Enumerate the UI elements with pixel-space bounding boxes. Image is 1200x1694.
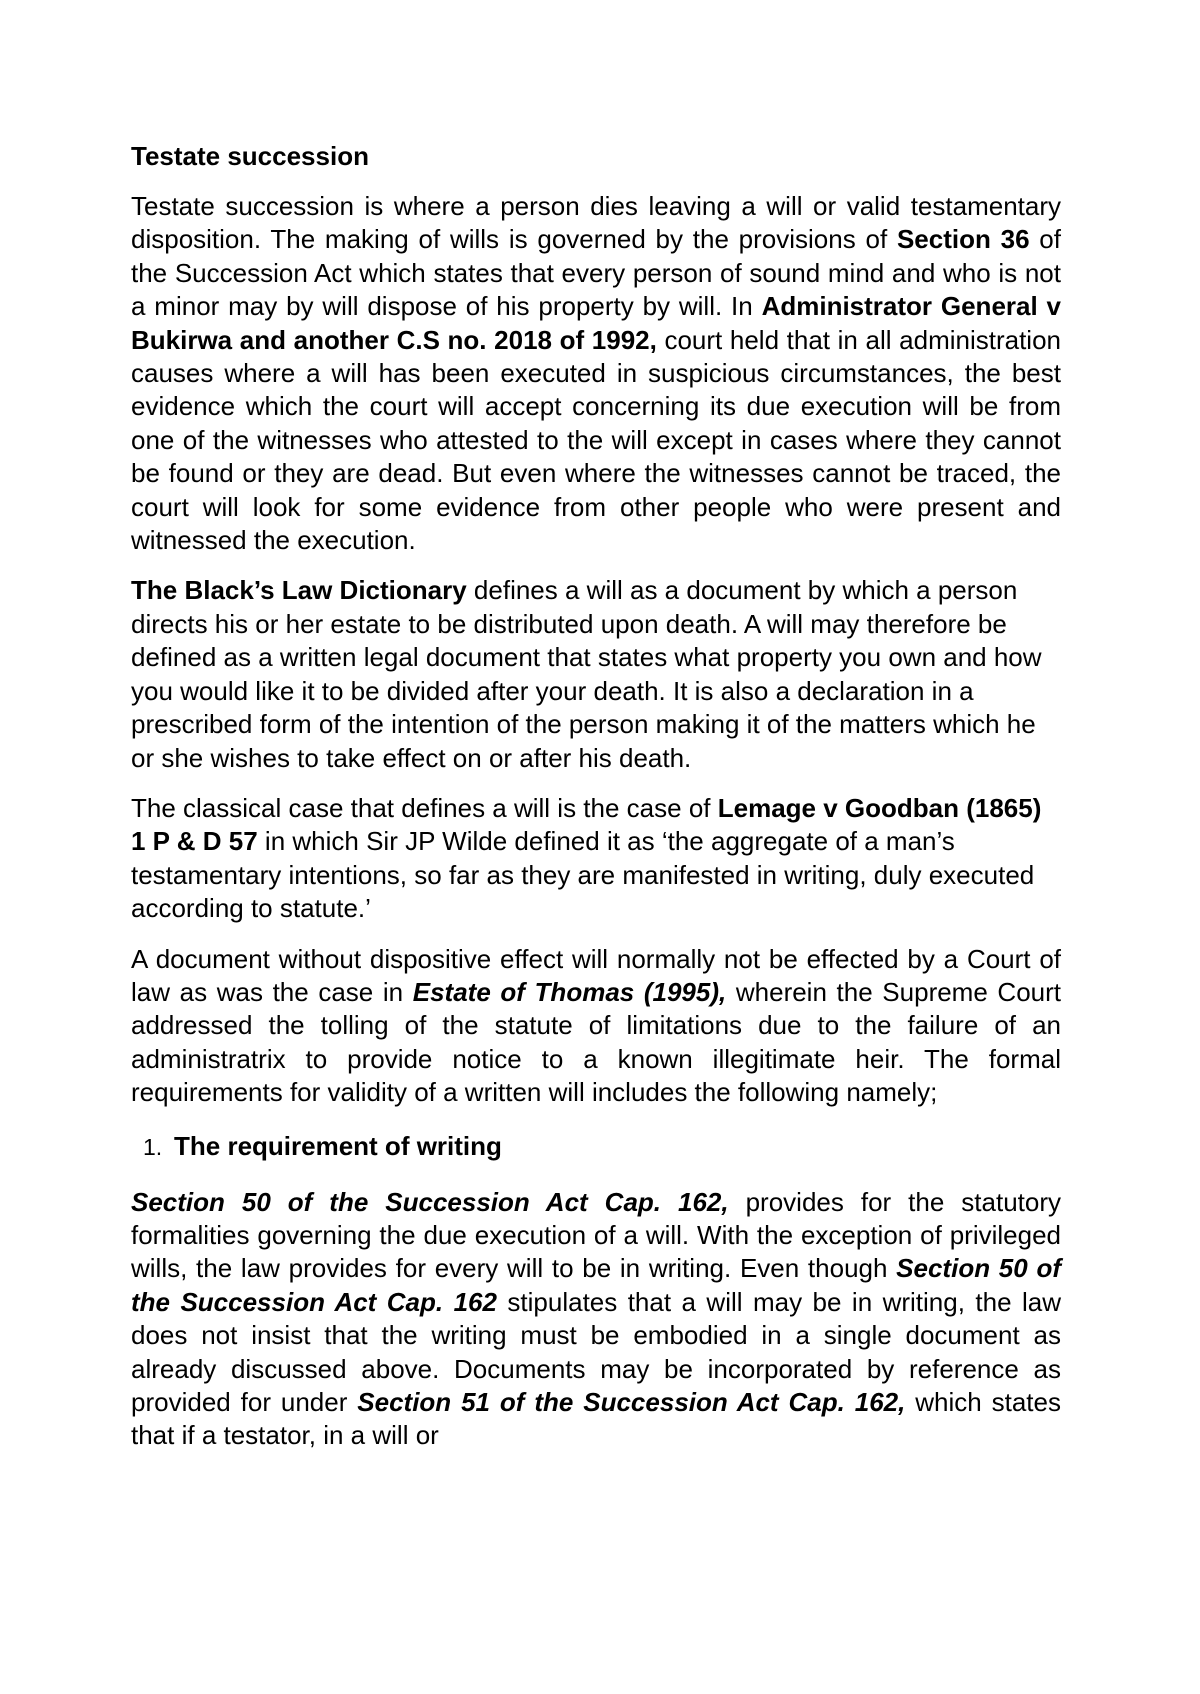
text-run: wherein the Supreme Court addressed the tolling of the statute of limitations due to the failure of an administratrix to provide notice to a known illegitimate heir. The formal requirements for validity of a written will includes the following namely; <box>131 976 1062 1108</box>
text-run: Testate succession is where a person dies leaving a will or valid testamentary disposition. The making of wills is governed by the provisions of <box>131 191 1061 255</box>
document-page <box>131 140 1061 1470</box>
text-run: provides for the statutory formalities governing the due execution of a will. With the exception of privileged wills, the law provides for every will to be in writing. Even though <box>131 1186 1061 1284</box>
paragraph-dispositive-effect <box>131 943 1061 1110</box>
case-citation: Estate of Thomas (1995), <box>412 976 727 1007</box>
paragraph-testate-definition <box>131 190 1061 557</box>
case-citation: Lemage v Goodban (1865) 1 P & D 57 <box>131 792 1042 857</box>
statute-reference: Section 51 of the Succession Act Cap. 162, <box>357 1387 906 1417</box>
source-reference: The Black’s Law Dictionary <box>131 575 467 606</box>
case-citation: Administrator General v Bukirwa and another C.S no. 2018 of 1992, <box>131 291 1061 355</box>
text-run: A document without dispositive effect will normally not be effected by a Court of law as was the case in <box>131 943 1061 1007</box>
text-run: which states that if a testator, in a will or <box>131 1387 1061 1451</box>
text-run: defines a will as a document by which a person directs his or her estate to be distributed upon death. A will may therefore be defined as a written legal document that states what property you own and how you would like it to be divided after your death. It is also a declaration in a prescribed form of the intention of the person making it of the matters which he or she wishes to take effect on or after his death. <box>131 575 1042 773</box>
text-run: court held that in all administration causes where a will has been executed in suspicious circumstances, the best evidence which the court will accept concerning its due execution will be from one of the witnesses who attested to the will except in cases where they cannot be found or they are dead. But even where the witnesses cannot be traced, the court will look for some evidence from other people who were present and witnessed the execution. <box>131 324 1061 556</box>
paragraph-will-definition <box>131 574 1061 774</box>
section-heading: Testate succession <box>131 141 369 171</box>
statute-reference: Section 50 of the Succession Act Cap. 162 <box>131 1253 1061 1317</box>
list-number: 1. <box>143 1133 163 1160</box>
list-item-requirement-of-writing <box>143 1130 1061 1164</box>
text-run: The classical case that defines a will is the case of <box>131 792 718 823</box>
statute-reference: Section 50 of the Succession Act Cap. 162, <box>131 1186 729 1217</box>
text-run: in which Sir JP Wilde defined it as ‘the aggregate of a man’s testamentary intentions, so far as they are manifested in writing, duly executed according to statute.’ <box>131 826 1035 924</box>
paragraph-section-50 <box>131 1186 1061 1453</box>
text-run: of the Succession Act which states that every person of sound mind and who is not a minor may by will dispose of his property by will. In <box>131 224 1061 322</box>
list-label: The requirement of writing <box>174 1130 502 1161</box>
paragraph-classical-case <box>131 792 1061 926</box>
text-run: stipulates that a will may be in writing, the law does not insist that the writing must be embodied in a single document as already discussed above. Documents may be incorporated by reference as provided for under <box>131 1286 1062 1417</box>
statute-reference: Section 36 <box>896 224 1030 255</box>
